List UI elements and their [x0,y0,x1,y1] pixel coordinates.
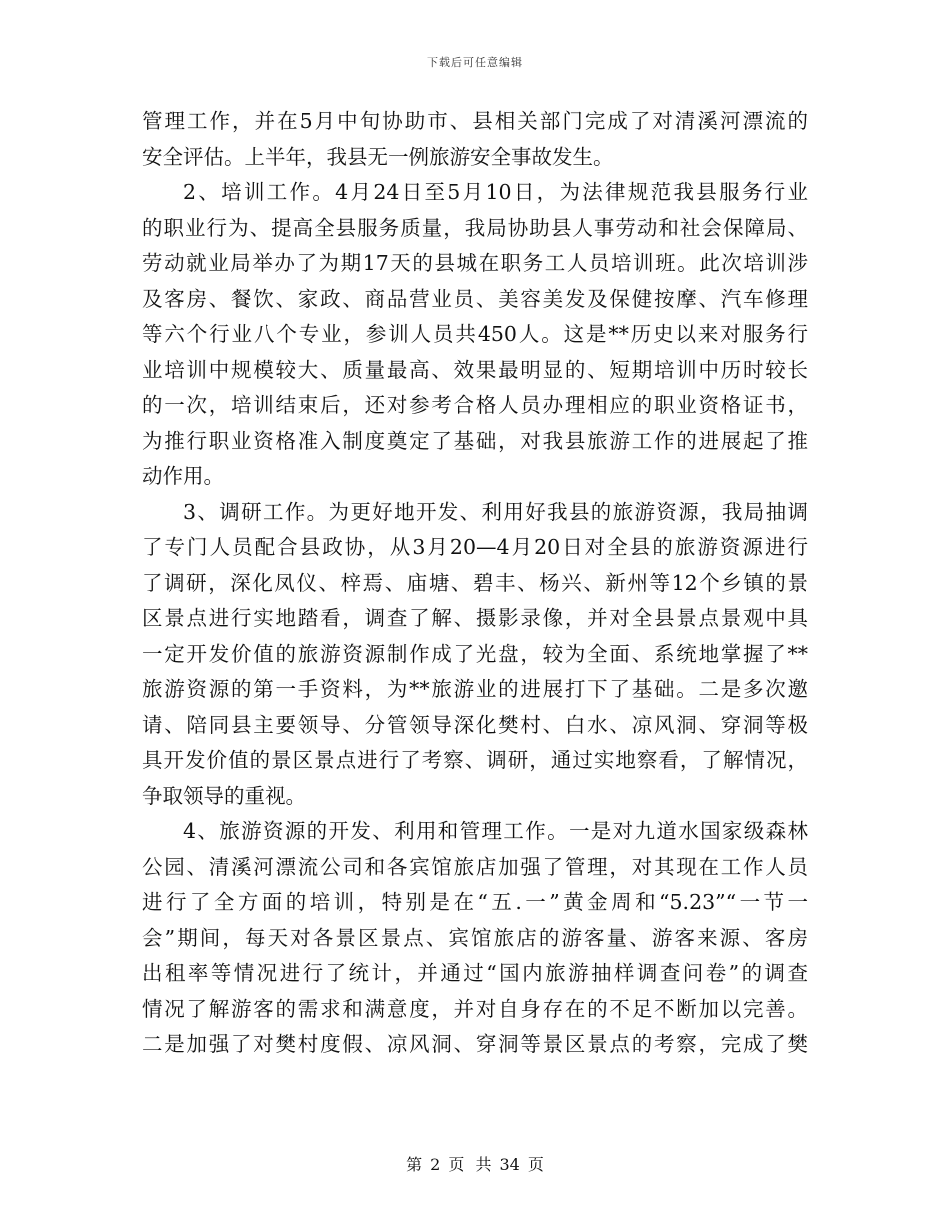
text-line: 争取领导的重视。 [142,783,306,808]
text-line: 管理工作，并在5月中旬协助市、县相关部门完成了对清溪河漂流的 [142,109,808,133]
text-line: 3、调研工作。为更好地开发、利用好我县的旅游资源，我局抽调 [183,499,808,524]
text-line: 二是加强了对樊村度假、凉风洞、穿洞等景区景点的考察，完成了樊 [142,1032,808,1056]
text-line: 进行了全方面的培训，特别是在“五.一”黄金周和“5.23”“一节一 [142,890,808,914]
text-line: 情况了解游客的需求和满意度，并对自身存在的不足不断加以完善。 [142,996,808,1021]
text-line: 及客房、餐饮、家政、商品营业员、美容美发及保健按摩、汽车修理 [142,286,808,311]
page-number: 2 [430,1155,441,1174]
text-line: 公园、清溪河漂流公司和各宾馆旅店加强了管理，对其现在工作人员 [142,854,808,879]
text-line: 为推行职业资格准入制度奠定了基础，对我县旅游工作的进展起了推 [142,428,808,453]
text-line: 等六个行业八个专业，参训人员共450人。这是**历史以来对服务行 [142,322,808,346]
text-line: 旅游资源的第一手资料，为**旅游业的进展打下了基础。二是多次邀 [142,677,808,701]
text-line: 的一次，培训结束后，还对参考合格人员办理相应的职业资格证书， [142,393,808,417]
text-line: 动作用。 [142,464,224,488]
text-line: 4、旅游资源的开发、利用和管理工作。一是对九道水国家级森林 [183,819,808,843]
text-line: 请、陪同县主要领导、分管领导深化樊村、白水、凉风洞、穿洞等极 [142,712,808,737]
text-line: 业培训中规模较大、质量最高、效果最明显的、短期培训中历时较长 [142,357,808,382]
text-line: 出租率等情况进行了统计，并通过“国内旅游抽样调查问卷”的调查 [142,961,808,985]
text-line: 了专门人员配合县政协，从3月20—4月20日对全县的旅游资源进行 [142,535,808,559]
text-line: 的职业行为、提高全县服务质量，我局协助县人事劳动和社会保障局、 [142,215,808,240]
text-line: 具开发价值的景区景点进行了考察、调研，通过实地察看，了解情况， [142,748,808,772]
footer-suffix: 页 [527,1155,544,1174]
page-footer [0,1152,950,1175]
page-header: 下载后可任意编辑 [427,56,523,69]
text-line: 2、培训工作。4月24日至5月10日，为法律规范我县服务行业 [183,180,808,204]
text-line: 会”期间，每天对各景区景点、宾馆旅店的游客量、游客来源、客房 [142,925,808,950]
footer-middle: 页 共 [448,1155,492,1174]
text-line: 了调研，深化凤仪、梓焉、庙塘、碧丰、杨兴、新州等12个乡镇的景 [142,570,808,595]
text-line: 安全评估。上半年，我县无一例旅游安全事故发生。 [142,144,614,169]
footer-prefix: 第 [406,1155,423,1174]
text-line: 劳动就业局举办了为期17天的县城在职务工人员培训班。此次培训涉 [142,251,808,275]
document-body [142,104,808,1063]
text-line: 一定开发价值的旅游资源制作成了光盘，较为全面、系统地掌握了** [142,641,808,666]
page-total: 34 [499,1155,520,1174]
text-line: 区景点进行实地踏看，调查了解、摄影录像，并对全县景点景观中具 [142,606,808,630]
